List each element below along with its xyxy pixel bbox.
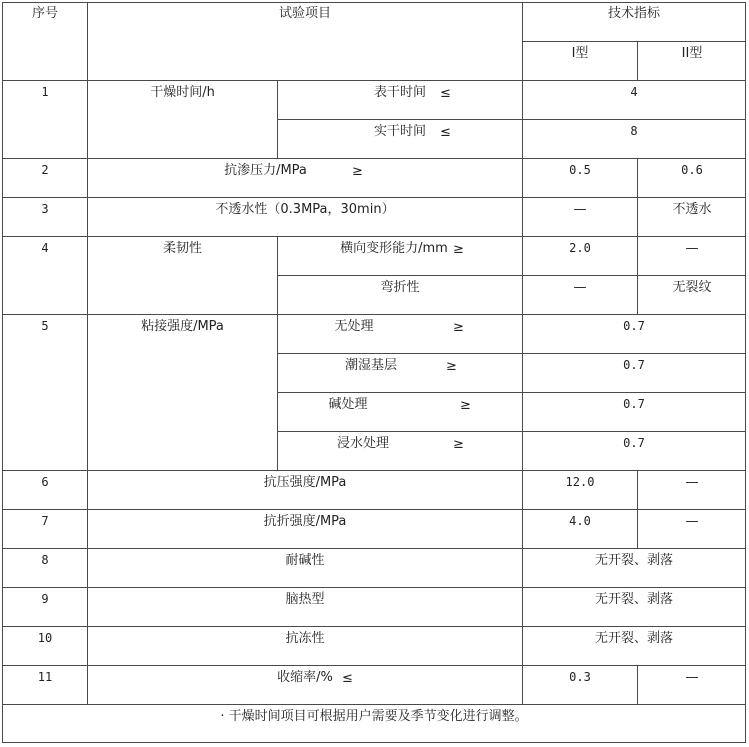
header-type-1: I型 [571,46,589,61]
type-1-value: — [573,202,587,217]
item-name: 耐碱性 [285,553,325,568]
item-name: 抗折强度/MPa [263,514,347,529]
type-1-value: 0.3 [569,670,591,684]
item-name: 脑热型 [285,592,325,607]
greater-equal-sign: ≥ [460,398,471,413]
greater-equal-sign: ≥ [453,320,464,335]
header-indicator: 技术指标 [607,6,660,21]
item-name: 干燥时间/h [150,85,215,100]
row-number: 6 [41,475,49,489]
type-2-value: — [685,670,699,685]
grid-line [2,742,746,743]
indicator-value: 无开裂、剥落 [594,553,673,568]
sub-item-label: 无处理 [334,319,374,334]
greater-equal-sign: ≥ [453,437,464,452]
greater-equal-sign: ≥ [446,359,457,374]
less-equal-sign: ≤ [440,125,451,140]
indicator-value: 4 [630,85,638,99]
indicator-value: 0.7 [623,319,645,333]
type-2-value: — [685,475,699,490]
row-number: 8 [41,553,49,567]
row-number: 4 [41,241,49,255]
row-number: 2 [41,163,49,177]
less-equal-sign: ≤ [440,86,451,101]
spec-table [2,2,746,743]
row-number: 1 [41,85,49,99]
type-1-value: 12.0 [565,475,595,489]
item-name: 抗渗压力/MPa [224,163,307,178]
indicator-value: 0.7 [623,358,645,372]
sub-item-label: 实干时间 [373,124,426,139]
row-number: 10 [37,631,53,645]
sub-item-label: 潮湿基层 [344,358,397,373]
indicator-value: 8 [630,124,638,138]
item-name: 粘接强度/MPa [141,319,224,334]
type-2-value: — [685,514,699,529]
greater-equal-sign: ≥ [453,242,464,257]
footnote: · 干燥时间项目可根据用户需要及季节变化进行调整。 [220,709,528,724]
sub-item-label: 浸水处理 [336,436,389,451]
indicator-value: 0.7 [623,436,645,450]
item-name: 柔韧性 [162,241,202,256]
type-2-value: 0.6 [681,163,703,177]
greater-equal-sign: ≥ [352,164,363,179]
sub-item-label: 弯折性 [380,280,420,295]
row-number: 11 [37,670,53,684]
type-1-value: 4.0 [569,514,591,528]
sub-item-label: 横向变形能力/mm [340,241,448,256]
row-number: 9 [41,592,49,606]
item-name: 收缩率/% [277,670,333,685]
type-2-value: 不透水 [672,202,712,217]
less-equal-sign: ≤ [342,671,353,686]
item-name: 不透水性（0.3MPa，30min） [215,202,395,217]
header-seq: 序号 [31,6,58,21]
indicator-value: 0.7 [623,397,645,411]
type-2-value: — [685,241,699,256]
type-1-value: — [573,280,587,295]
sub-item-label: 表干时间 [373,85,426,100]
type-1-value: 2.0 [569,241,591,255]
item-name: 抗压强度/MPa [263,475,347,490]
row-number: 7 [41,514,49,528]
row-number: 3 [41,202,49,216]
sub-item-label: 碱处理 [328,397,368,412]
item-name: 抗冻性 [285,631,325,646]
type-2-value: 无裂纹 [672,280,712,295]
header-type-2: II型 [681,46,703,61]
indicator-value: 无开裂、剥落 [594,592,673,607]
type-1-value: 0.5 [569,163,591,177]
row-number: 5 [41,319,49,333]
indicator-value: 无开裂、剥落 [594,631,673,646]
header-item: 试验项目 [278,6,331,21]
